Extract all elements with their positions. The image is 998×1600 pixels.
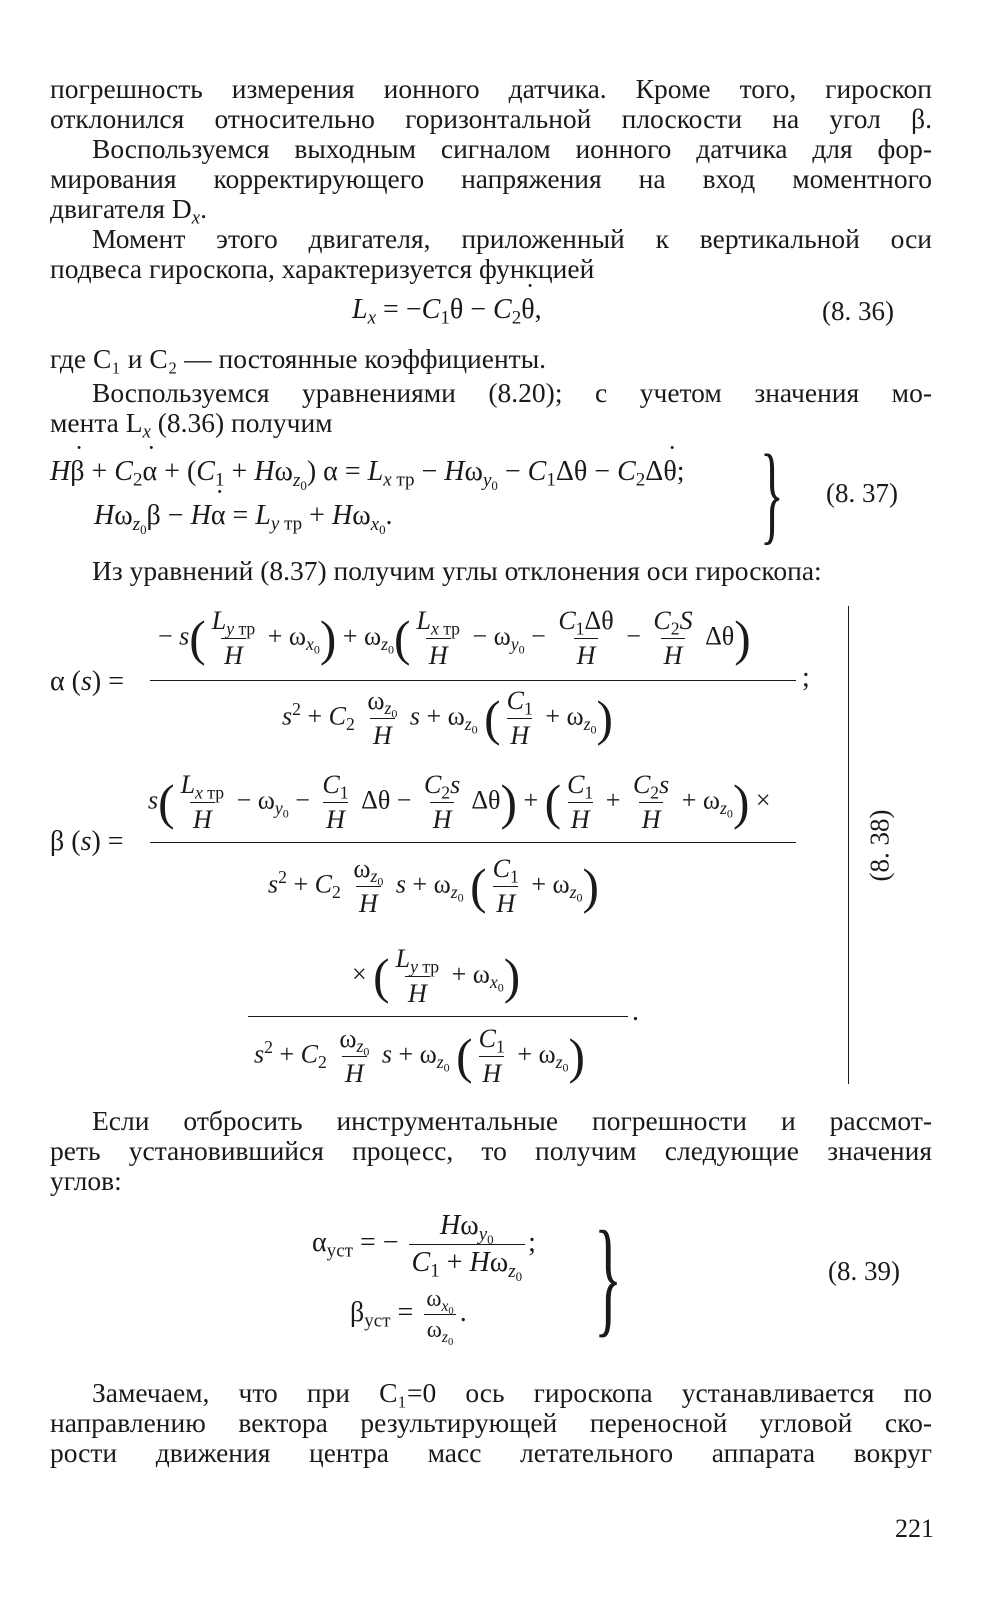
- brace-8-39: }: [594, 1205, 623, 1349]
- beta-continuation-bar: [248, 1016, 628, 1017]
- paragraph-3-line-2: подвеса гироскопа, характеризуется функцией: [50, 253, 595, 284]
- beta-s-label: β (s) =: [50, 826, 124, 857]
- beta-continuation-denominator: $s^2 + C_2$ $\frac{\omega_{z_0}}{H}$ $s + \omega_{z_0}$ ( $\frac{C_1}{H}$ + $\omega_{z_0}$): [254, 1024, 585, 1088]
- paragraph-5-line-2: [50, 407, 932, 443]
- alpha-s-label: α (s) =: [50, 666, 125, 697]
- paragraph-6: Из уравнений (8.37) получим углы отклонения оси гироскопа:: [92, 555, 822, 586]
- beta-fraction-bar: [150, 842, 796, 843]
- equation-8-36: $L_x = -C_1\theta - C_2\theta$ ˙,: [352, 294, 542, 326]
- paragraph-8-line-3: рости движения центра масс летательного аппарата вокруг: [50, 1437, 932, 1468]
- paragraph-5-tail: (8.36) получим: [150, 407, 333, 438]
- beta-continuation-numerator: × ( $\frac{L_{y тр}}{H}$ + $\omega_{x_0}$): [352, 944, 521, 1008]
- paragraph-7-line-1: Если отбросить инструментальные погрешности и рассмот-: [92, 1105, 932, 1136]
- brace-8-38: [848, 606, 849, 1084]
- equation-8-39-line-2: $\beta_{уст}$ = $\frac{\omega_{x_0}}{\omega_{z_0}}$ .: [350, 1286, 467, 1348]
- alpha-denominator: $s^2 + C_2$ $\frac{\omega_{z_0}}{H}$ $s + \omega_{z_0}$ ( $\frac{C_1}{H}$ + $\omega_{z_0}$): [282, 686, 613, 750]
- paragraph-2-line-3: двигателя $D_x$.: [50, 193, 207, 229]
- equation-number-8-38: (8. 38): [864, 809, 895, 882]
- equation-number-8-37: (8. 37): [826, 478, 898, 508]
- equation-8-37-line-2: $H\omega_{z_0}\beta - H\alpha$ ˙ = $L_{y тр} + H\omega_{x_0}$.: [94, 500, 393, 532]
- page-number: 221: [895, 1514, 934, 1543]
- paragraph-5-subscript: x: [142, 421, 151, 443]
- paragraph-2-text: двигателя D: [50, 193, 192, 224]
- paragraph-7-line-3: углов:: [50, 1165, 122, 1196]
- paragraph-2-line-1: Воспользуемся выходным сигналом ионного датчика для фор-: [92, 133, 932, 164]
- paragraph-8-line-2: направлению вектора результирующей переносной угловой ско-: [50, 1407, 932, 1438]
- paragraph-2-subscript: x: [191, 207, 201, 229]
- beta-numerator: s( $\frac{L_{x тр}}{H}$ − $\omega_{y_0}$ − $\frac{C_1}{H}$ Δθ − $\frac{C_2s}{H}$ Δθ) + ( $\frac{C_1}{H}$ + $\frac{C_2s}{H}$ + $\omega_{z_0}$) ×: [148, 770, 771, 834]
- beta-denominator: $s^2 + C_2$ $\frac{\omega_{z_0}}{H}$ $s + \omega_{z_0}$ ( $\frac{C_1}{H}$ + $\omega_{z_0}$): [268, 854, 599, 918]
- paragraph-5-text: мента L: [50, 407, 143, 438]
- alpha-fraction-bar: [150, 680, 796, 681]
- alpha-numerator: − s( $\frac{L_{y тр}}{H}$ + $\omega_{x_0}) + \omega_{z_0}$( $\frac{L_{x тр}}{H}$ − $\omega_{y_0}$ − $\frac{C_1\Delta\theta}{H}$ − $\frac{C_2S}{H}$ Δθ): [158, 606, 751, 670]
- paragraph-1-line-2: отклонился относительно горизонтальной плоскости на угол β.: [50, 103, 932, 134]
- paragraph-2-line-2: мирования корректирующего напряжения на вход моментного: [50, 163, 932, 194]
- paragraph-3-line-1: Момент этого двигателя, приложенный к вертикальной оси: [92, 223, 932, 254]
- equation-number-8-39: (8. 39): [828, 1256, 900, 1286]
- alpha-semicolon: ;: [802, 662, 810, 693]
- paragraph-5-line-1: Воспользуемся уравнениями (8.20); с учетом значения мо-: [92, 377, 932, 408]
- equation-8-39-line-1: $\alpha_{уст}$ = − $\frac{H\omega_{y_0}}{C_1 + H\omega_{z_0}}$ ;: [312, 1210, 536, 1284]
- equation-number-8-36: (8. 36): [822, 296, 894, 326]
- beta-continuation-dot: .: [632, 996, 639, 1027]
- paragraph-1-line-1: погрешность измерения ионного датчика. Кроме того, гироскоп: [50, 73, 932, 104]
- paragraph-7-line-2: реть установившийся процесс, то получим следующие значения: [50, 1135, 932, 1166]
- paragraph-8-line-1: Замечаем, что при C₁=0 ось гироскопа устанавливается по: [92, 1377, 932, 1408]
- brace-8-37: }: [760, 432, 784, 554]
- paragraph-4: где C₁ и C₂ — постоянные коэффициенты.: [50, 343, 547, 374]
- equation-8-37-line-1: Hβ ˙ + $C_2\alpha$ ˙ + $(C_1 + H\omega_{z_0}) \alpha = L_{x тр} - H\omega_{y_0} - C_1\Delta\theta - C_2\Delta\theta$ ˙;: [50, 456, 685, 488]
